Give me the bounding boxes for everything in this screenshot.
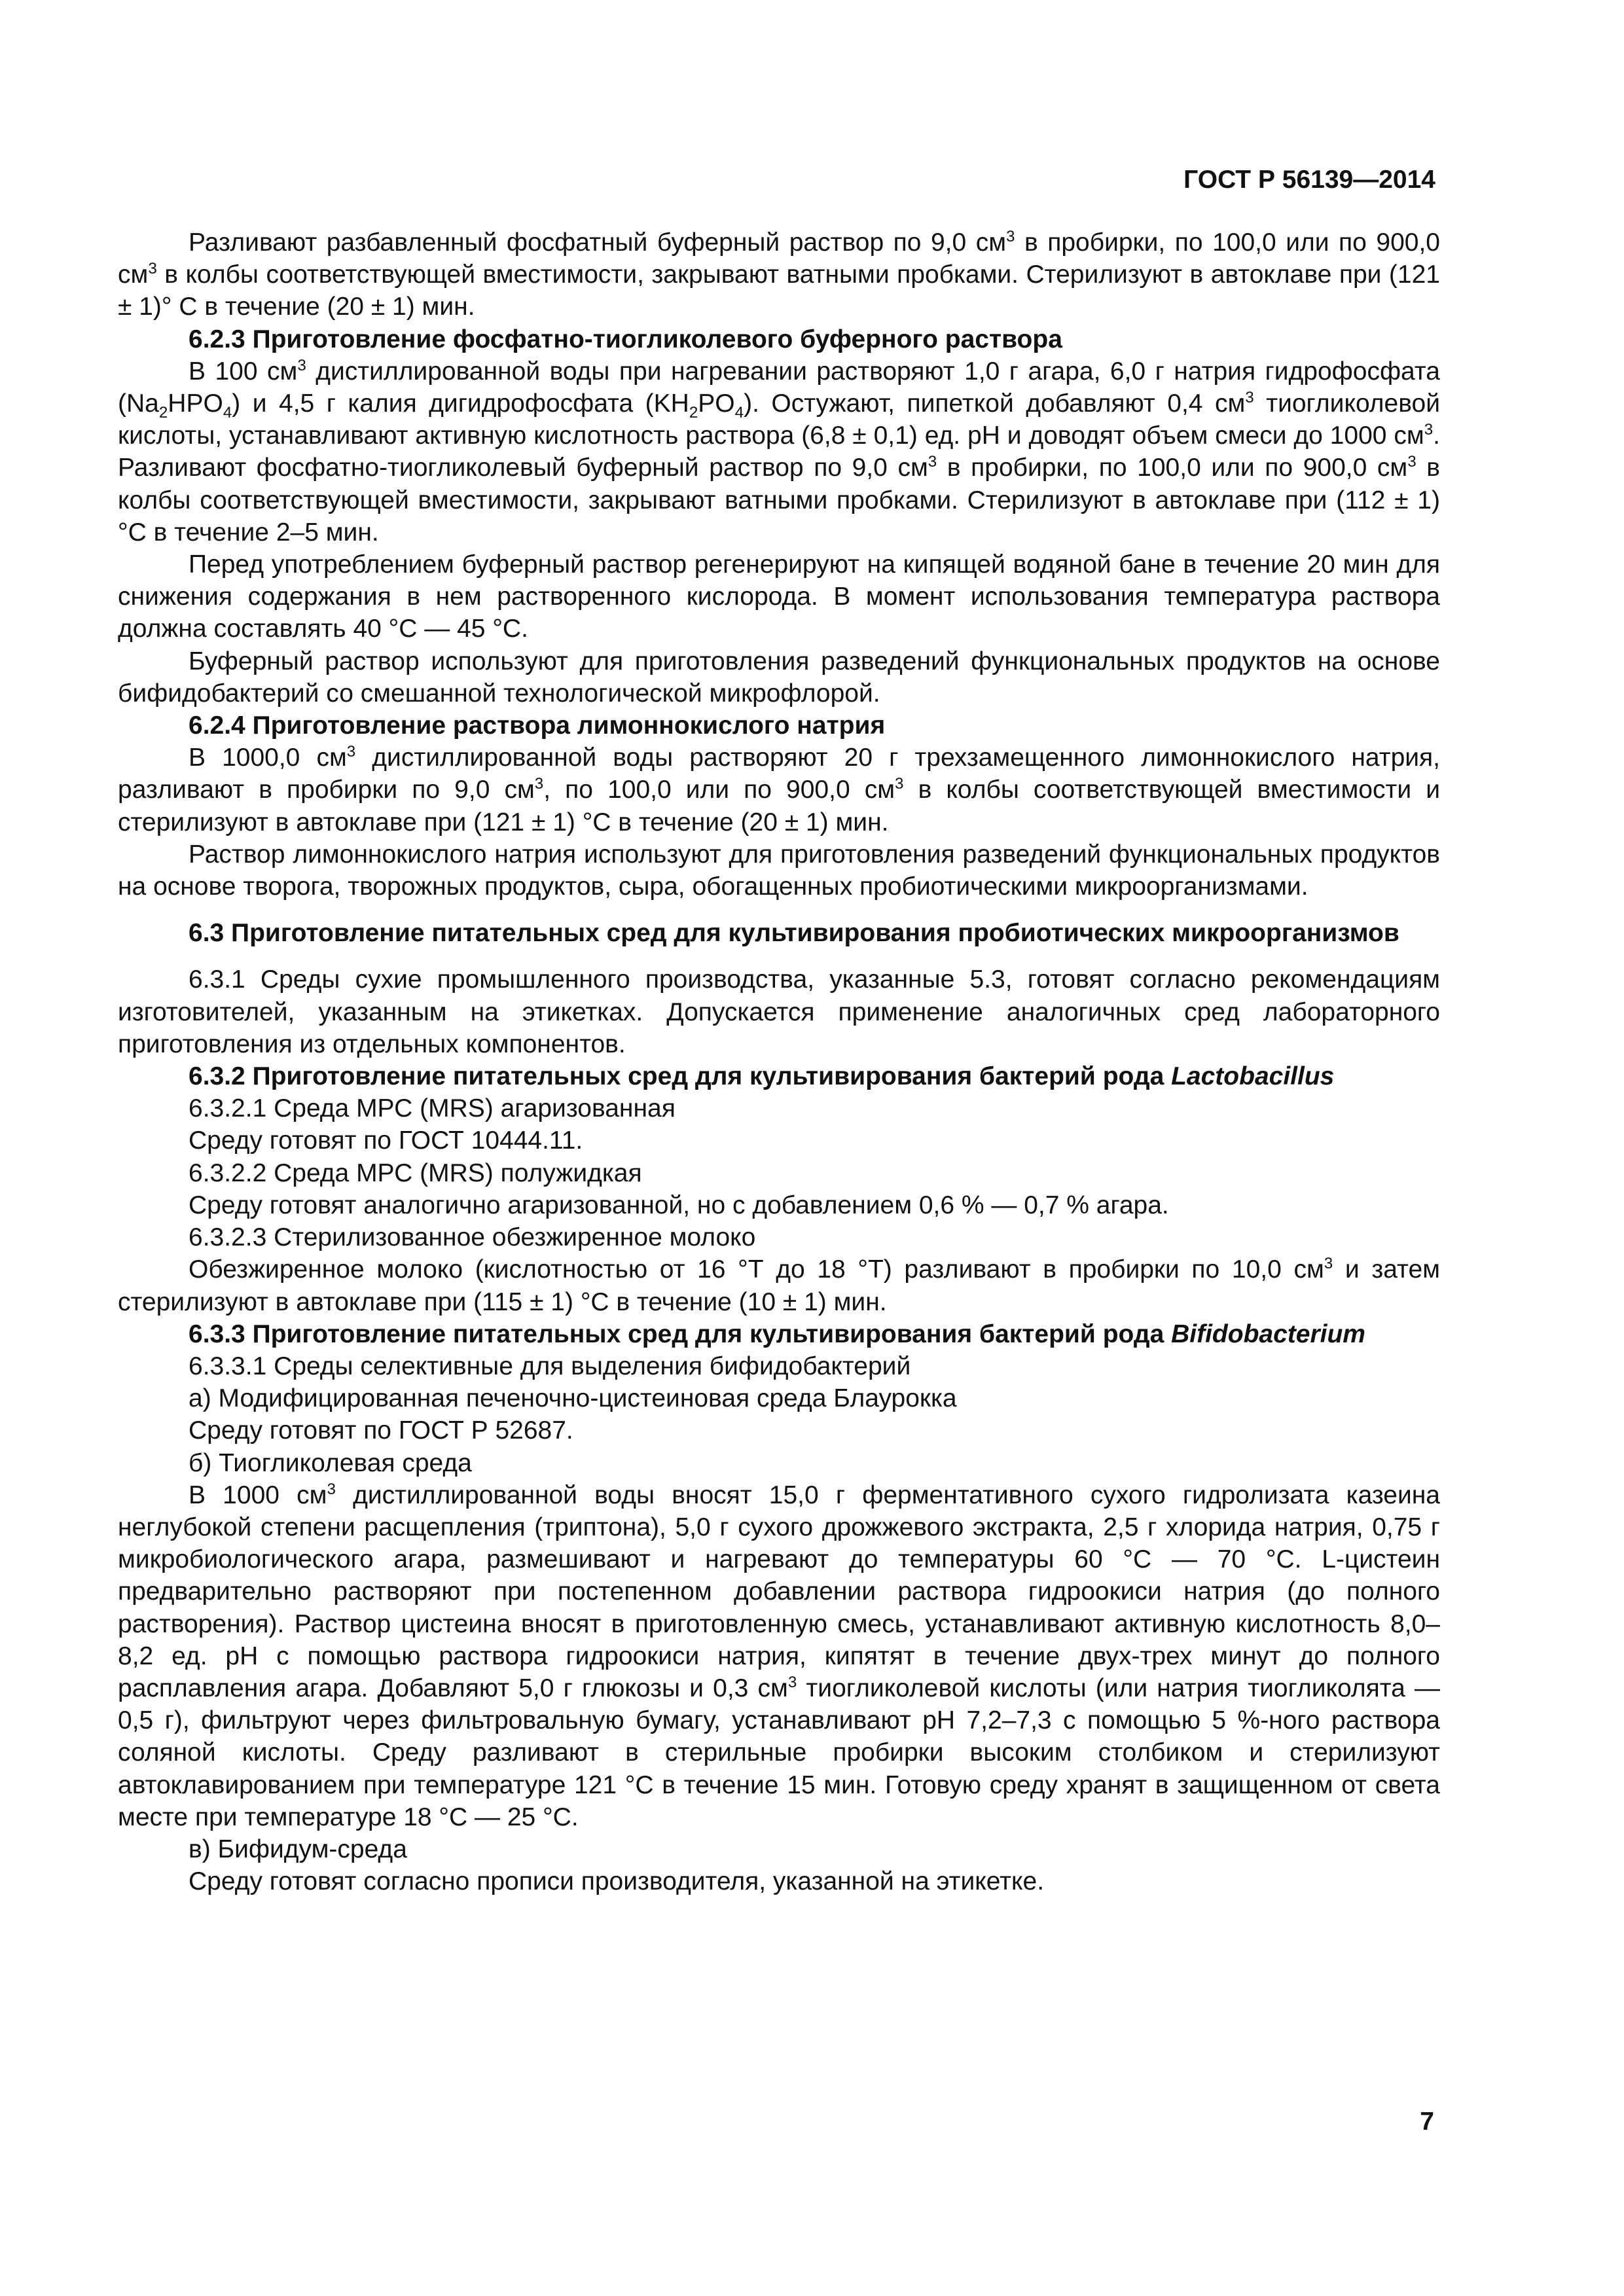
body-paragraph: 6.3.3.1 Среды селективные для выделения бифидобактерий (189, 1352, 911, 1380)
body-paragraph: Буферный раствор используют для приготовления разведений функциональных продуктов на основе бифидобактерий со смешанной технологической микрофлорой. (118, 647, 1440, 708)
body-paragraph: 6.3.1 Среды сухие промышленного производства, указанные 5.3, готовят согласно рекомендациям изготовителей, указанным на этикетках. Допускается применение аналогичных сред лабораторного приготовления из отдельных компонентов. (118, 965, 1440, 1058)
body-paragraph: а) Модифицированная печеночно-цистеиновая среда Блаурокка (189, 1384, 957, 1413)
page-number: 7 (1420, 2108, 1434, 2136)
body-paragraph: б) Тиогликолевая среда (189, 1448, 472, 1477)
document-number-header: ГОСТ Р 56139—2014 (1183, 166, 1435, 194)
body-paragraph: Среду готовят согласно прописи производителя, указанной на этикетке. (189, 1867, 1045, 1896)
body-paragraph: Перед употреблением буферный раствор регенерируют на кипящей водяной бане в течение 20 мин для снижения содержания в нем растворенного кислорода. В момент использования температура раствора должна составлять 40 °С — 45 °С. (118, 550, 1440, 643)
body-paragraph: в) Бифидум-среда (189, 1835, 407, 1863)
body-paragraph: Раствор лимоннокислого натрия используют для приготовления разведений функциональных продуктов на основе творога, творожных продуктов, сыра, обогащенных пробиотическими микроорганизмами. (118, 840, 1440, 901)
section-heading: 6.3.2 Приготовление питательных сред для культивирования бактерий рода Lactobacillus (189, 1062, 1335, 1091)
body-paragraph: В 100 $см^3$ дистиллированной воды при нагревании растворяют 1,0 г агара, 6,0 г натрия гидрофосфата $(Na_2HPO_4)$ и 4,5 г калия дигидрофосфата $(KH_2PO_4)$. Остужают, пипеткой добавляют 0,4 $см^3$ тиогликолевой кислоты, устанавливают активную кислотность раствора (6,8 ± 0,1) ед. pH и доводят объем смеси до 1000 $см^3$. Разливают фосфатно-тиогликолевый буферный раствор по 9,0 $см^3$ в пробирки, по 100,0 или по 900,0 $см^3$ в колбы соответствующей вместимости, закрывают ватными пробками. Стерилизуют в автоклаве при (112 ± 1) °С в течение 2–5 мин. (118, 356, 1441, 547)
body-paragraph: Разливают разбавленный фосфатный буферный раствор по 9,0 $см^3$ в пробирки, по 100,0 или по 900,0 $см^3$ в колбы соответствующей вместимости, закрывают ватными пробками. Стерилизуют в автоклаве при (121 ± 1)° С в течение (20 ± 1) мин. (118, 228, 1440, 321)
body-paragraph: 6.3.2.3 Стерилизованное обезжиренное молоко (189, 1223, 756, 1252)
body-paragraph: 6.3.2.2 Среда МРС (MRS) полужидкая (189, 1158, 642, 1187)
section-heading: 6.3 Приготовление питательных сред для культивирования пробиотических микроорганизмов (189, 919, 1399, 948)
body-paragraph: Среду готовят по ГОСТ 10444.11. (189, 1126, 583, 1155)
body-paragraph: Среду готовят по ГОСТ Р 52687. (189, 1416, 573, 1445)
section-heading: 6.3.3 Приготовление питательных сред для культивирования бактерий рода Bifidobacterium (189, 1319, 1365, 1348)
body-paragraph: В 1000,0 $см^3$ дистиллированной воды растворяют 20 г трехзамещенного лимоннокислого натрия, разливают в пробирки по 9,0 $см^3$, по 100,0 или по 900,0 $см^3$ в колбы соответствующей вместимости и стерилизуют в автоклаве при (121 ± 1) °С в течение (20 ± 1) мин. (118, 743, 1440, 836)
body-paragraph: Обезжиренное молоко (кислотностью от 16 °Т до 18 °Т) разливают в пробирки по 10,0 $см^3$ и затем стерилизуют в автоклаве при (115 ± 1) °С в течение (10 ± 1) мин. (118, 1255, 1440, 1316)
document-body (118, 226, 1440, 1897)
body-paragraph: В 1000 $см^3$ дистиллированной воды вносят 15,0 г ферментативного сухого гидролизата казеина неглубокой степени расщепления (триптона), 5,0 г сухого дрожжевого экстракта, 2,5 г хлорида натрия, 0,75 г микробиологического агара, размешивают и нагревают до температуры 60 °С — 70 °С. L-цистеин предварительно растворяют при постепенном добавлении раствора гидроокиси натрия (до полного растворения). Раствор цистеина вносят в приготовленную смесь, устанавливают активную кислотность 8,0–8,2 ед. pH с помощью раствора гидроокиси натрия, кипятят в течение двух-трех минут до полного расплавления агара. Добавляют 5,0 г глюкозы и 0,3 $см^3$ тиогликолевой кислоты (или натрия тиогликолята — 0,5 г), фильтруют через фильтровальную бумагу, устанавливают pH 7,2–7,3 с помощью 5 %-ного раствора соляной кислоты. Среду разливают в стерильные пробирки высоким столбиком и стерилизуют автоклавированием при температуре 121 °С в течение 15 мин. Готовую среду хранят в защищенном от света месте при температуре 18 °С — 25 °С. (118, 1480, 1440, 1831)
section-heading: 6.2.4 Приготовление раствора лимоннокислого натрия (189, 711, 886, 740)
body-paragraph: Среду готовят аналогично агаризованной, но с добавлением 0,6 % — 0,7 % агара. (189, 1191, 1169, 1219)
section-heading: 6.2.3 Приготовление фосфатно-тиогликолевого буферного раствора (189, 325, 1062, 353)
body-paragraph: 6.3.2.1 Среда МРС (MRS) агаризованная (189, 1094, 676, 1123)
